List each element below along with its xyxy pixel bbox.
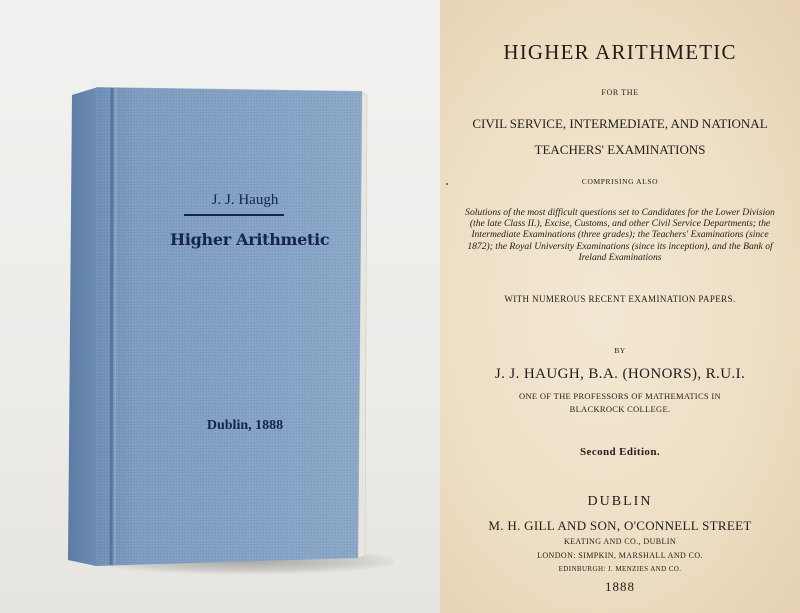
publisher-line-4: EDINBURGH: J. MENZIES AND CO. bbox=[558, 565, 682, 573]
for-the-line: FOR THE bbox=[601, 88, 639, 97]
imprint-city: DUBLIN bbox=[587, 494, 653, 509]
cover-hinge bbox=[111, 88, 112, 565]
edition-line: Second Edition. bbox=[580, 446, 660, 458]
cover-rule bbox=[184, 214, 284, 216]
book-title: HIGHER ARITHMETIC bbox=[503, 40, 737, 64]
cover-place-year: Dublin, 1888 bbox=[206, 418, 284, 433]
publisher-line-2: KEATING AND CO., DUBLIN bbox=[563, 537, 677, 546]
subtitle-line-2: TEACHERS' EXAMINATIONS bbox=[534, 142, 706, 157]
publisher-line: M. H. GILL AND SON, O'CONNELL STREET bbox=[488, 518, 752, 533]
publisher-line-3: LONDON: SIMPKIN, MARSHALL AND CO. bbox=[537, 551, 703, 560]
affiliation-line-1: ONE OF THE PROFESSORS OF MATHEMATICS IN bbox=[519, 391, 721, 401]
paper-speck bbox=[446, 183, 448, 185]
book-spine bbox=[68, 87, 98, 566]
title-page bbox=[440, 0, 800, 613]
subtitle-line-1: CIVIL SERVICE, INTERMEDIATE, AND NATIONAL bbox=[472, 116, 768, 131]
cover-author: J. J. Haugh bbox=[211, 192, 279, 208]
description-paragraph: Solutions of the most difficult questions set to Candidates for the Lower Division (the late Class II.), Excise, Customs, and other Civil Service Departments; the Intermediate Examinations (three grades); the Teachers' Examinations (since 1872); the Royal University Examinations (since its inception), and the Bank of Ireland Examinations bbox=[465, 207, 775, 263]
author-name: J. J. HAUGH, B.A. (HONORS), R.U.I. bbox=[494, 366, 746, 382]
cover-title: Higher Arithmetic bbox=[170, 230, 330, 249]
imprint-year: 1888 bbox=[605, 579, 635, 594]
affiliation-line-2: BLACKROCK COLLEGE. bbox=[569, 404, 671, 414]
by-line: BY bbox=[614, 346, 626, 355]
comprising-line: COMPRISING ALSO bbox=[581, 177, 659, 186]
with-papers-line: WITH NUMEROUS RECENT EXAMINATION PAPERS. bbox=[504, 294, 736, 304]
